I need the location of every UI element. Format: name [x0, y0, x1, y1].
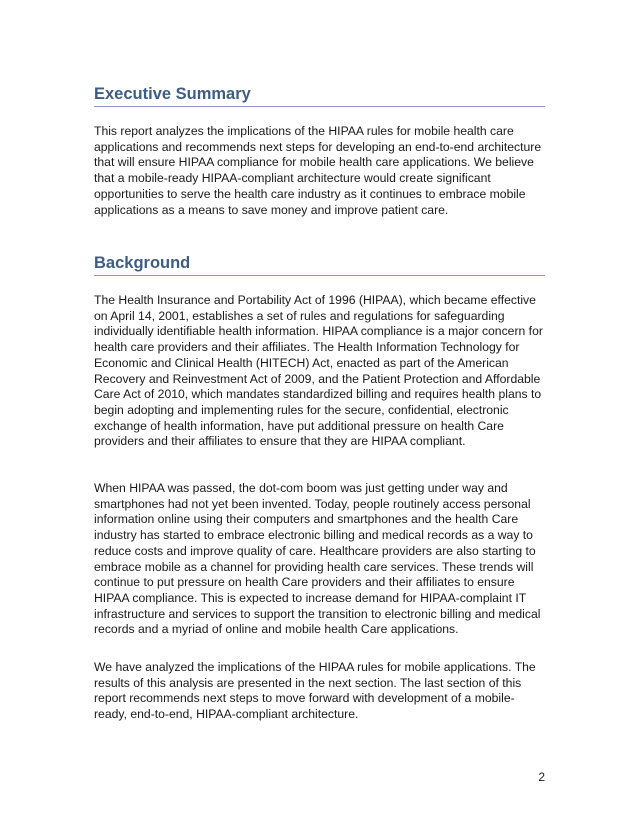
executive-summary-paragraph: This report analyzes the implications of the HIPAA rules for mobile health care applications and recommends next steps for developing an end-to-end architecture that will ensure HIPAA compliance for mobile health care applications. We believe that a mobile-ready HIPAA-compliant architecture would create significant opportunities to serve the health care industry as it continues to embrace mobile applications as a means to save money and improve patient care.	[94, 124, 542, 217]
executive-summary-heading: Executive Summary	[94, 84, 545, 107]
background-paragraph-1: The Health Insurance and Portability Act of 1996 (HIPAA), which became effective on April 14, 2001, establishes a set of rules and regulations for safeguarding individually identifiable health information. HIPAA compliance is a major concern for health care providers and their affiliates. The Health Information Technology for Economic and Clinical Health (HITECH) Act, enacted as part of the American Recovery and Reinvestment Act of 2009, and the Patient Protection and Affordable Care Act of 2010, which mandates standardized billing and requires health plans to begin adopting and implementing rules for the secure, confidential, electronic exchange of health information, have put additional pressure on health Care providers and their affiliates to ensure that they are HIPAA compliant.	[94, 293, 543, 449]
background-paragraph-3: We have analyzed the implications of the HIPAA rules for mobile applications. The results of this analysis are presented in the next section. The last section of this report recommends next steps to move forward with development of a mobile-ready, end-to-end, HIPAA-compliant architecture.	[94, 660, 536, 722]
background-paragraph-2: When HIPAA was passed, the dot-com boom was just getting under way and smartphones had not yet been invented. Today, people routinely access personal information online using their computers and smartphones and the health Care industry has started to embrace electronic billing and medical records as a way to reduce costs and improve quality of care. Healthcare providers are also starting to embrace mobile as a channel for providing health care services. These trends will continue to put pressure on health Care providers and their affiliates to ensure HIPAA compliance. This is expected to increase demand for HIPAA-complaint IT infrastructure and services to support the transition to electronic billing and medical records and a myriad of online and mobile health Care applications.	[94, 481, 541, 637]
page-number: 2	[538, 770, 545, 784]
background-heading: Background	[94, 253, 545, 276]
